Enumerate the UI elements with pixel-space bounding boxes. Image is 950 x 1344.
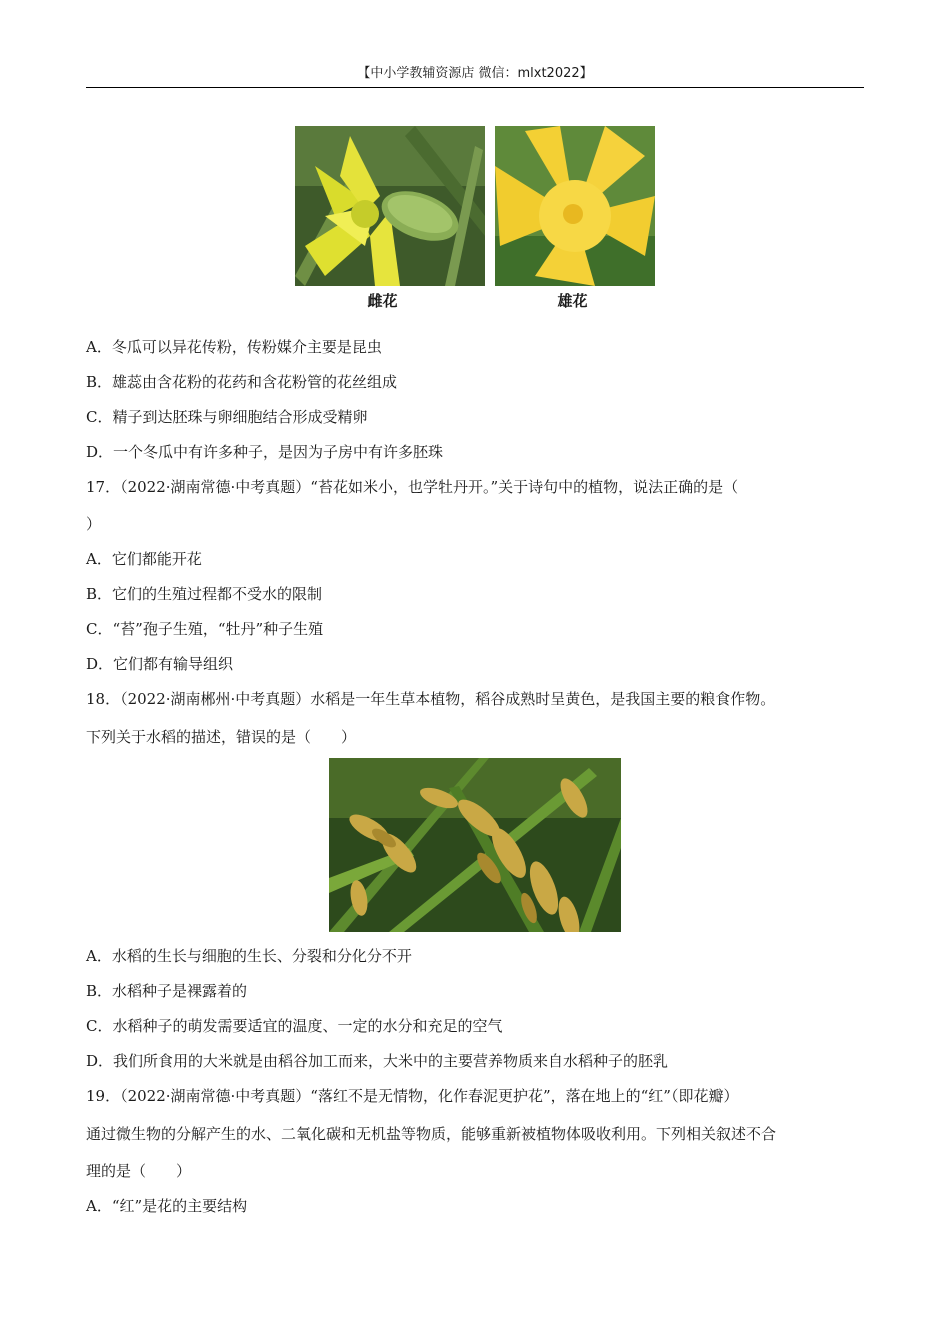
q19-stem: 19．（2022·湖南常德·中考真题）“落红不是无情物，化作春泥更护花”，落在地上的“红”（即花瓣）: [86, 1087, 739, 1105]
q18-option-c: C．水稻种子的萌发需要适宜的温度、一定的水分和充足的空气: [86, 1017, 503, 1035]
q18-option-d: D．我们所食用的大米就是由稻谷加工而来，大米中的主要营养物质来自水稻种子的胚乳: [86, 1052, 669, 1070]
q17-option-c: C．“苔”孢子生殖，“牡丹”种子生殖: [86, 620, 324, 638]
q16-option-c: C．精子到达胚珠与卵细胞结合形成受精卵: [86, 408, 368, 426]
male-flower-caption: 雄花: [557, 292, 588, 310]
rice-photo: [329, 758, 621, 932]
q17-option-d: D．它们都有输导组织: [86, 655, 234, 673]
q18-stem: 18．（2022·湖南郴州·中考真题）水稻是一年生草本植物，稻谷成熟时呈黄色，是我国主要的粮食作物。: [86, 690, 776, 708]
page-header: 【中小学教辅资源店 微信：mlxt2022】: [357, 66, 593, 81]
q18-stem-cont: 下列关于水稻的描述，错误的是（ ）: [86, 728, 357, 746]
q16-option-b: B．雄蕊由含花粉的花药和含花粉管的花丝组成: [86, 373, 398, 391]
q16-option-a: A．冬瓜可以异花传粉，传粉媒介主要是昆虫: [86, 338, 382, 356]
q17-stem-cont: ）: [86, 515, 102, 533]
q18-option-b: B．水稻种子是裸露着的: [86, 982, 248, 1000]
q16-option-d: D．一个冬瓜中有许多种子，是因为子房中有许多胚珠: [86, 443, 444, 461]
female-flower-photo: [295, 126, 485, 286]
q18-option-a: A．水稻的生长与细胞的生长、分裂和分化分不开: [86, 947, 412, 965]
q17-stem: 17．（2022·湖南常德·中考真题）“苔花如米小，也学牡丹开。”关于诗句中的植物，说法正确的是（: [86, 478, 739, 496]
male-flower-photo: [495, 126, 655, 286]
q17-option-b: B．它们的生殖过程都不受水的限制: [86, 585, 323, 603]
header-rule: [86, 87, 864, 88]
female-flower-caption: 雌花: [367, 292, 398, 310]
q17-option-a: A．它们都能开花: [86, 550, 202, 568]
q19-stem-cont1: 通过微生物的分解产生的水、二氧化碳和无机盐等物质，能够重新被植物体吸收利用。下列相关叙述不合: [86, 1125, 777, 1143]
q19-option-a: A．“红”是花的主要结构: [86, 1197, 248, 1215]
q19-stem-cont2: 理的是（ ）: [86, 1162, 192, 1180]
